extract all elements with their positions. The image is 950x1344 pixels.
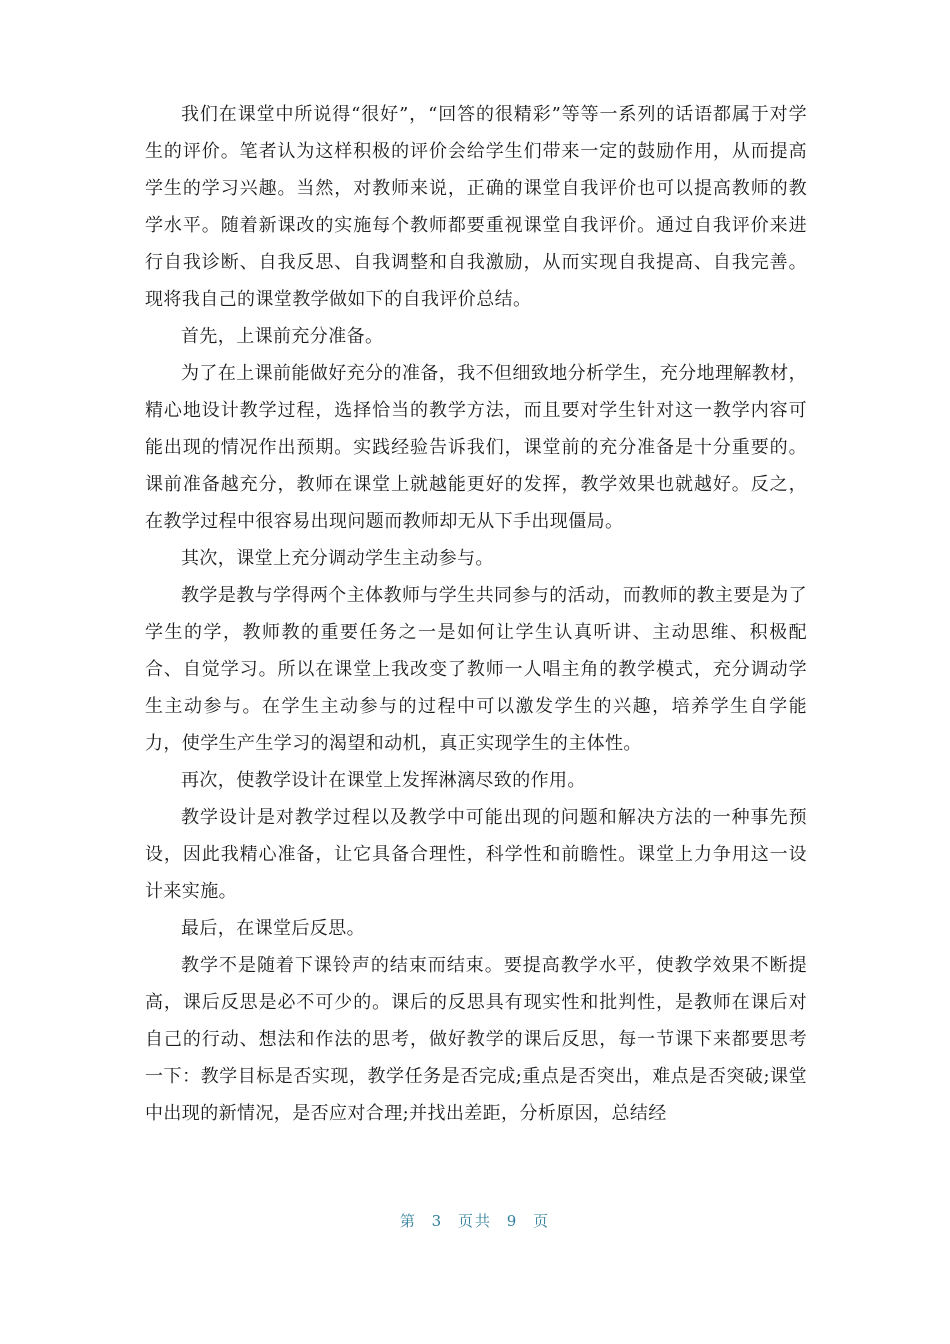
section-heading: 首先，上课前充分准备。 <box>181 326 384 347</box>
section-heading: 再次，使教学设计在课堂上发挥淋漓尽致的作用。 <box>181 770 586 791</box>
paragraph: 我们在课堂中所说得“很好”，“回答的很精彩”等等一系列的话语都属于对学生的评价。笔者认为这样积极的评价会给学生们带来一定的鼓励作用，从而提高学生的学习兴趣。当然，对教师来说，正确的课堂自我评价也可以提高教师的教学水平。随着新课改的实施每个教师都要重视课堂自我评价。通过自我评价来进行自我诊断、自我反思、自我调整和自我激励，从而实现自我提高、自我完善。现将我自己的课堂教学做如下的自我评价总结。 <box>145 104 807 310</box>
paragraph: 教学是教与学得两个主体教师与学生共同参与的活动，而教师的教主要是为了学生的学，教师教的重要任务之一是如何让学生认真听讲、主动思维、积极配合、自觉学习。所以在课堂上我改变了教师一人唱主角的教学模式，充分调动学生主动参与。在学生主动参与的过程中可以激发学生的兴趣，培养学生自学能力，使学生产生学习的渴望和动机，真正实现学生的主体性。 <box>145 585 807 754</box>
paragraph: 教学不是随着下课铃声的结束而结束。要提高教学水平，使教学效果不断提高，课后反思是必不可少的。课后的反思具有现实性和批判性，是教师在课后对自己的行动、想法和作法的思考，做好教学的课后反思，每一节课下来都要思考一下：教学目标是否实现，教学任务是否完成;重点是否突出，难点是否突破;课堂中出现的新情况，是否应对合理;并找出差距，分析原因，总结经 <box>145 955 807 1124</box>
section-heading: 最后，在课堂后反思。 <box>181 918 365 939</box>
section-heading: 其次，课堂上充分调动学生主动参与。 <box>181 548 494 569</box>
page-middle: 页共 <box>457 1212 492 1230</box>
paragraph: 教学设计是对教学过程以及教学中可能出现的问题和解决方法的一种事先预设，因此我精心准备，让它具备合理性，科学性和前瞻性。课堂上力争用这一设计来实施。 <box>145 807 807 902</box>
page-number-footer <box>0 1210 950 1231</box>
total-pages: 9 <box>506 1212 519 1230</box>
paragraph: 为了在上课前能做好充分的准备，我不但细致地分析学生，充分地理解教材，精心地设计教学过程，选择恰当的教学方法，而且要对学生针对这一教学内容可能出现的情况作出预期。实践经验告诉我们，课堂前的充分准备是十分重要的。课前准备越充分，教师在课堂上就越能更好的发挥，教学效果也就越好。反之，在教学过程中很容易出现问题而教师却无从下手出现僵局。 <box>145 363 807 532</box>
page-suffix: 页 <box>533 1212 551 1230</box>
current-page-number: 3 <box>431 1212 444 1230</box>
document-body <box>145 96 807 1132</box>
page-prefix: 第 <box>399 1212 417 1230</box>
